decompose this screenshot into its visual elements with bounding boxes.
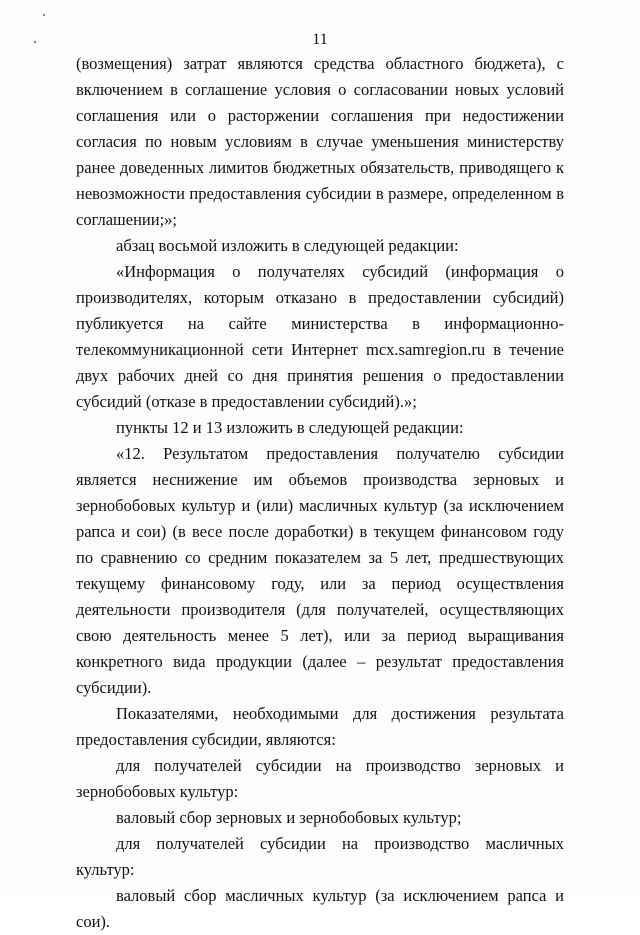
- paragraph-grain-harvest: валовый сбор зерновых и зернобобовых культур;: [116, 808, 462, 827]
- paragraph-grain-recipients: для получателей субсидии на производство зерновых и зернобобовых культур:: [76, 756, 564, 801]
- paragraph-clause-12: «12. Результатом предоставления получателю субсидии является неснижение им объемов производства зерновых и зернобобовых культур и (или) масличных культур (за исключением рапса и сои) (в весе после доработки) в текущем финансовом году по сравнению со средним показателем за 5 лет, предшествующих текущему финансовому году, или за период осуществления деятельности производителя (для получателей, осуществляющих свою деятельность менее 5 лет), или за период выращивания конкретного вида продукции (далее – результат предоставления субсидии).: [76, 444, 564, 697]
- paragraph-amendment-8: абзац восьмой изложить в следующей редакции:: [116, 236, 459, 255]
- paragraph-continuation: (возмещения) затрат являются средства областного бюджета), с включением в соглашение условия о согласовании новых условий соглашения или о расторжении соглашения при недостижении согласия по новым условиям в случае уменьшения министерству ранее доведенных лимитов бюджетных обязательств, приводящего к невозможности предоставления субсидии в размере, определенном в соглашении;»;: [76, 54, 564, 229]
- page-number: 11: [312, 31, 328, 48]
- paragraph-oilseed-harvest: валовый сбор масличных культур (за исключением рапса и сои).: [76, 886, 564, 931]
- paragraph-oilseed-recipients: для получателей субсидии на производство масличных культур:: [76, 834, 564, 879]
- paragraph-information: «Информация о получателях субсидий (информация о производителях, которым отказано в предоставлении субсидий) публикуется на сайте министерства в информационно-телекоммуникационной сети Интернет mcx.samregion.ru в течение двух рабочих дней со дня принятия решения о предоставлении субсидий (отказе в предоставлении субсидий).»;: [76, 262, 564, 411]
- scan-speck: [43, 14, 45, 16]
- paragraph-amendment-12-13: пункты 12 и 13 изложить в следующей редакции:: [116, 418, 464, 437]
- paragraph-indicators: Показателями, необходимыми для достижения результата предоставления субсидии, являются:: [76, 704, 564, 749]
- document-body: [76, 51, 564, 935]
